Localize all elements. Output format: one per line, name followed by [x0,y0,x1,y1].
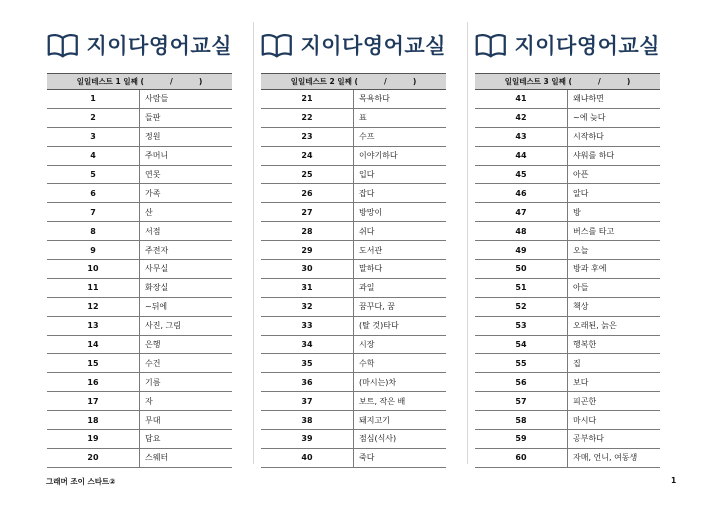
table-row [261,108,446,127]
vocab-word: 피곤한 [568,392,661,411]
table-row [475,165,660,184]
table-row [261,392,446,411]
vocab-word: 아픈 [568,165,661,184]
row-number: 4 [47,146,140,165]
column-header [261,22,446,68]
vocab-word: 입다 [354,165,447,184]
vocab-word: 말하다 [354,260,447,279]
table-row [47,203,232,222]
table-row [475,146,660,165]
vocab-word: 사람들 [140,90,233,109]
table-row [475,430,660,449]
table-row [475,278,660,297]
row-number: 24 [261,146,354,165]
table-row [47,335,232,354]
row-number: 28 [261,222,354,241]
row-number: 52 [475,297,568,316]
row-number: 34 [261,335,354,354]
table-row [475,203,660,222]
row-number: 10 [47,260,140,279]
vocab-word: 보트, 작은 배 [354,392,447,411]
column-header [475,22,660,68]
vocab-word: 점심(식사) [354,430,447,449]
table-row [475,90,660,109]
table-row [261,411,446,430]
column-header [47,22,232,68]
vocab-word: 은행 [140,335,233,354]
row-number: 56 [475,373,568,392]
vocab-word: 사무실 [140,260,233,279]
page-number: 1 [671,476,677,485]
row-number: 16 [47,373,140,392]
table-row [261,297,446,316]
row-number: 8 [47,222,140,241]
row-number: 13 [47,316,140,335]
open-book-icon [475,30,506,60]
vocab-word: 방망이 [354,203,447,222]
row-number: 6 [47,184,140,203]
row-number: 49 [475,241,568,260]
table-row [261,354,446,373]
table-row [47,241,232,260]
table-row [261,127,446,146]
table-row [475,127,660,146]
vocab-word: (탈 것)타다 [354,316,447,335]
table-row [475,354,660,373]
row-number: 17 [47,392,140,411]
row-number: 53 [475,316,568,335]
vocab-word: 담요 [140,430,233,449]
vocab-column-2 [261,22,446,468]
row-number: 47 [475,203,568,222]
table-row [475,184,660,203]
column-divider [467,22,468,464]
table-row [47,448,232,467]
row-number: 22 [261,108,354,127]
table-row [47,165,232,184]
table-row [47,411,232,430]
vocab-word: 표 [354,108,447,127]
table-row [475,222,660,241]
vocab-table [475,73,660,468]
vocab-word: 들판 [140,108,233,127]
table-row [261,203,446,222]
vocab-word: 도서관 [354,241,447,260]
vocab-word: 기름 [140,373,233,392]
vocab-word: ~뒤에 [140,297,233,316]
row-number: 27 [261,203,354,222]
table-row [47,222,232,241]
table-row [261,278,446,297]
table-row [47,430,232,449]
row-number: 59 [475,430,568,449]
row-number: 20 [47,448,140,467]
row-number: 37 [261,392,354,411]
row-number: 5 [47,165,140,184]
vocab-word: 알다 [568,184,661,203]
vocab-word: ~에 늦다 [568,108,661,127]
row-number: 25 [261,165,354,184]
table-row [475,316,660,335]
row-number: 51 [475,278,568,297]
brand-title: 지이다영어교실 [514,34,660,58]
vocab-word: 책상 [568,297,661,316]
vocab-word: 아들 [568,278,661,297]
row-number: 38 [261,411,354,430]
table-row [261,430,446,449]
row-number: 18 [47,411,140,430]
vocab-table [47,73,232,468]
row-number: 46 [475,184,568,203]
table-row [475,448,660,467]
test-day-header: 일일테스트 3 일째 ( / ) [475,74,660,90]
vocab-word: 수학 [354,354,447,373]
table-row [47,146,232,165]
row-number: 23 [261,127,354,146]
row-number: 2 [47,108,140,127]
vocab-word: 자매, 언니, 여동생 [568,448,661,467]
vocab-word: 꿈꾸다, 꿈 [354,297,447,316]
row-number: 60 [475,448,568,467]
vocab-word: 집 [568,354,661,373]
footer-book-title: 그래머 조이 스타트② [46,477,116,486]
vocab-column-3 [475,22,660,468]
row-number: 29 [261,241,354,260]
vocab-word: 돼지고기 [354,411,447,430]
row-number: 9 [47,241,140,260]
table-row [475,260,660,279]
open-book-icon [261,30,292,60]
vocab-word: 수건 [140,354,233,373]
vocab-word: 목욕하다 [354,90,447,109]
table-row [475,108,660,127]
row-number: 33 [261,316,354,335]
table-row [47,392,232,411]
vocab-word: 오늘 [568,241,661,260]
vocab-word: 쉬다 [354,222,447,241]
row-number: 31 [261,278,354,297]
vocab-word: 이야기하다 [354,146,447,165]
row-number: 21 [261,90,354,109]
table-row [47,90,232,109]
table-row [261,316,446,335]
vocab-word: 스웨터 [140,448,233,467]
row-number: 11 [47,278,140,297]
vocab-word: 주머니 [140,146,233,165]
open-book-icon [47,30,78,60]
table-row [47,184,232,203]
vocab-word: 산 [140,203,233,222]
brand-title: 지이다영어교실 [86,34,232,58]
table-row [47,278,232,297]
table-row [261,260,446,279]
row-number: 30 [261,260,354,279]
vocab-word: 보다 [568,373,661,392]
row-number: 54 [475,335,568,354]
vocab-word: 사진, 그림 [140,316,233,335]
vocab-word: 서점 [140,222,233,241]
vocab-word: 과일 [354,278,447,297]
vocab-word: (마시는)차 [354,373,447,392]
vocab-word: 버스를 타고 [568,222,661,241]
vocab-word: 시작하다 [568,127,661,146]
table-row [261,146,446,165]
table-row [475,392,660,411]
vocab-word: 수프 [354,127,447,146]
table-row [261,335,446,354]
table-row [261,165,446,184]
row-number: 43 [475,127,568,146]
table-row [47,297,232,316]
vocab-word: 오래된, 늙은 [568,316,661,335]
vocab-word: 행복한 [568,335,661,354]
row-number: 55 [475,354,568,373]
vocab-word: 샤워를 하다 [568,146,661,165]
vocab-column-1 [47,22,232,468]
table-row [47,373,232,392]
table-row [475,411,660,430]
vocab-table [261,73,446,468]
vocab-word: 방과 후에 [568,260,661,279]
row-number: 41 [475,90,568,109]
row-number: 15 [47,354,140,373]
brand-title: 지이다영어교실 [300,34,446,58]
table-row [475,335,660,354]
row-number: 1 [47,90,140,109]
row-number: 42 [475,108,568,127]
row-number: 7 [47,203,140,222]
vocab-word: 가족 [140,184,233,203]
row-number: 50 [475,260,568,279]
table-row [261,448,446,467]
row-number: 44 [475,146,568,165]
table-row [475,241,660,260]
table-row [47,108,232,127]
vocab-word: 마시다 [568,411,661,430]
row-number: 36 [261,373,354,392]
table-row [261,222,446,241]
test-day-header: 일일테스트 2 일째 ( / ) [261,74,446,90]
row-number: 3 [47,127,140,146]
table-row [47,127,232,146]
row-number: 39 [261,430,354,449]
table-row [47,316,232,335]
row-number: 19 [47,430,140,449]
vocab-word: 자 [140,392,233,411]
table-row [475,297,660,316]
table-row [261,373,446,392]
table-row [475,373,660,392]
table-row [47,260,232,279]
vocab-word: 정원 [140,127,233,146]
table-row [47,354,232,373]
vocab-word: 방 [568,203,661,222]
table-row [261,90,446,109]
table-row [261,184,446,203]
row-number: 45 [475,165,568,184]
vocab-word: 왜냐하면 [568,90,661,109]
row-number: 14 [47,335,140,354]
vocab-word: 연못 [140,165,233,184]
row-number: 58 [475,411,568,430]
row-number: 57 [475,392,568,411]
vocab-word: 공부하다 [568,430,661,449]
vocab-word: 화장실 [140,278,233,297]
row-number: 32 [261,297,354,316]
column-divider [253,22,254,464]
row-number: 40 [261,448,354,467]
vocab-word: 죽다 [354,448,447,467]
vocab-word: 잡다 [354,184,447,203]
vocab-word: 시장 [354,335,447,354]
test-day-header: 일일테스트 1 일째 ( / ) [47,74,232,90]
row-number: 35 [261,354,354,373]
row-number: 48 [475,222,568,241]
vocab-word: 무대 [140,411,233,430]
row-number: 26 [261,184,354,203]
vocab-word: 주전자 [140,241,233,260]
row-number: 12 [47,297,140,316]
table-row [261,241,446,260]
